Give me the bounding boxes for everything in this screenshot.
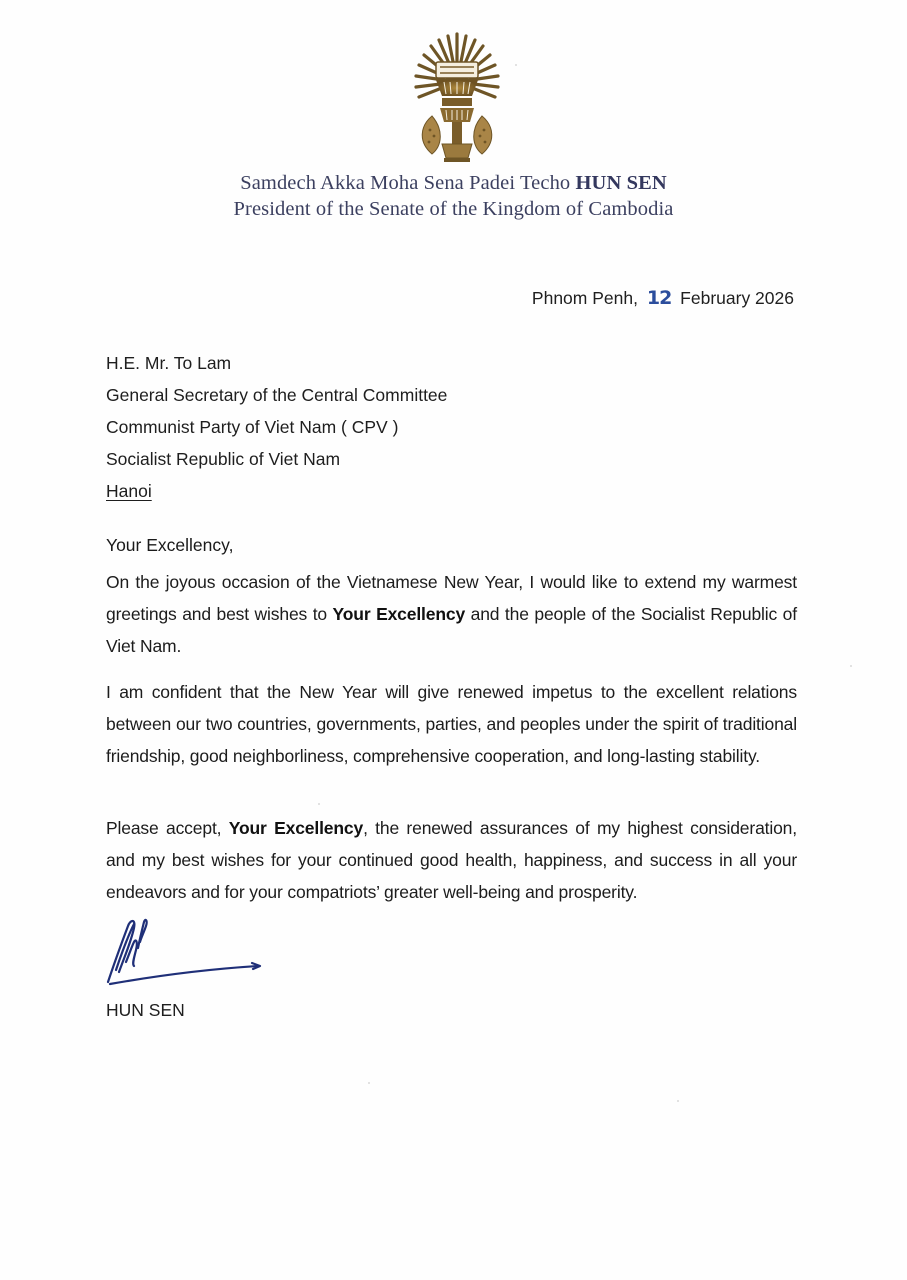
salutation: Your Excellency, [106, 535, 234, 555]
body-paragraph-1 [106, 566, 797, 662]
recipient-title: General Secretary of the Central Committee [106, 385, 448, 405]
paragraph-3-text-before: Please accept, [106, 818, 229, 838]
dateline-day: 12 [646, 287, 672, 309]
letterhead-title [0, 170, 907, 196]
paragraph-1-bold-address: Your Excellency [332, 604, 466, 624]
paragraph-1-text-before: On the joyous occasion of the Vietnamese New Year, I would like to extend my warmest greetings and best wishes to [106, 572, 797, 624]
scan-speck [515, 64, 517, 66]
letterhead-title-prefix: Samdech Akka Moha Sena Padei Techo [240, 172, 576, 194]
recipient-name: H.E. Mr. To Lam [106, 353, 232, 373]
scan-speck [318, 803, 320, 805]
recipient-organization: Communist Party of Viet Nam ( CPV ) [106, 417, 399, 437]
signer-name: HUN SEN [106, 1000, 185, 1020]
letterhead-title-name: HUN SEN [575, 172, 667, 194]
recipient-city: Hanoi [106, 481, 152, 501]
dateline [532, 287, 794, 309]
handwritten-signature-icon [104, 912, 264, 992]
senate-emblem-icon [412, 30, 502, 165]
body-paragraph-3 [106, 812, 797, 908]
dateline-month-year: February 2026 [680, 288, 794, 308]
scan-speck [850, 665, 852, 667]
recipient-country: Socialist Republic of Viet Nam [106, 449, 341, 469]
scan-speck [677, 1100, 679, 1102]
body-paragraph-2: I am confident that the New Year will give renewed impetus to the excellent relations between our two countries, governments, parties, and peoples under the spirit of traditional friendship, good neighborliness, comprehensive cooperation, and long-lasting stability. [106, 682, 797, 766]
letterhead [0, 170, 907, 222]
scan-speck [368, 1082, 370, 1084]
letterhead-subtitle: President of the Senate of the Kingdom of Cambodia [233, 198, 674, 220]
paragraph-3-text-after: , the renewed assurances of my highest consideration, and my best wishes for your continued good health, happiness, and success in all your endeavors and for your compatriots’ greater well-being and prosperity. [106, 818, 797, 902]
recipient-address [106, 347, 447, 507]
paragraph-3-bold-address: Your Excellency [228, 818, 364, 838]
dateline-place: Phnom Penh, [531, 288, 638, 308]
paragraph-1-text-after: and the people of the Socialist Republic of Viet Nam. [106, 604, 797, 656]
